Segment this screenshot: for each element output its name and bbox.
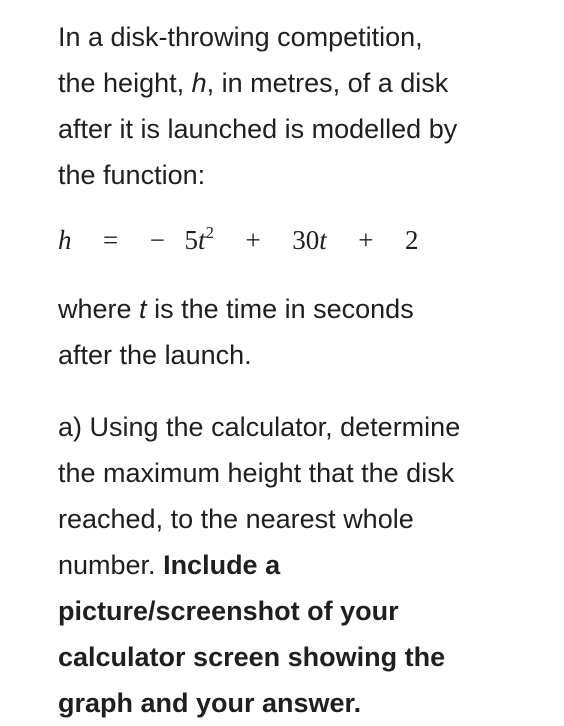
equation-plus-1: + bbox=[245, 225, 261, 255]
where-paragraph bbox=[58, 286, 548, 378]
question-line-3: reached, to the nearest whole bbox=[58, 504, 414, 534]
where-line-2: after the launch. bbox=[58, 340, 252, 370]
equation-plus-2: + bbox=[358, 225, 374, 255]
equation-equals: = bbox=[103, 225, 119, 255]
intro-line-4: the function: bbox=[58, 160, 206, 190]
height-variable: h bbox=[191, 68, 207, 98]
equation-term2: 30t bbox=[292, 225, 327, 255]
time-variable: t bbox=[139, 294, 147, 324]
equation-constant: 2 bbox=[404, 225, 419, 255]
where-line-1: where t is the time in seconds bbox=[58, 294, 414, 324]
equation-lhs: h bbox=[58, 225, 72, 255]
problem-content bbox=[58, 14, 548, 726]
intro-line-1: In a disk-throwing competition, bbox=[58, 22, 423, 52]
intro-paragraph bbox=[58, 14, 548, 198]
question-line-7: graph and your answer. bbox=[58, 688, 362, 718]
question-line-5: picture/screenshot of your bbox=[58, 596, 399, 626]
intro-line-2: the height, h, in metres, of a disk bbox=[58, 68, 449, 98]
question-line-4: number. Include a bbox=[58, 550, 281, 580]
equation-minus: − bbox=[149, 225, 165, 255]
question-line-6: calculator screen showing the bbox=[58, 642, 446, 672]
question-line-2: the maximum height that the disk bbox=[58, 458, 455, 488]
height-equation bbox=[58, 220, 548, 260]
equation-term1: $5t^2$ bbox=[184, 223, 214, 255]
question-line-1: a) Using the calculator, determine bbox=[58, 412, 461, 442]
intro-line-3: after it is launched is modelled by bbox=[58, 114, 458, 144]
question-a-paragraph bbox=[58, 404, 548, 726]
instruction-bold: Include a bbox=[163, 550, 281, 580]
